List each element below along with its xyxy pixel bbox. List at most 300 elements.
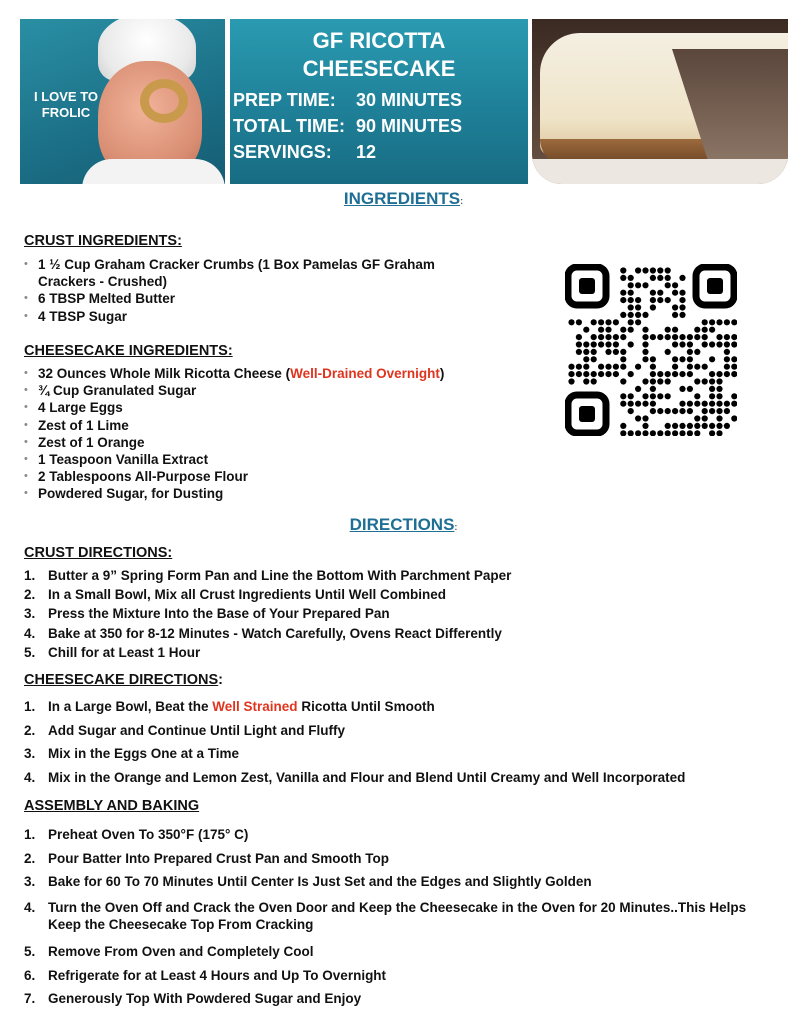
qr-module (672, 423, 678, 429)
qr-module (628, 371, 634, 377)
list-item (24, 873, 784, 899)
qr-module (613, 349, 619, 355)
qr-module (613, 334, 619, 340)
qr-module (694, 378, 700, 384)
qr-module (709, 430, 715, 436)
total-time-row (230, 113, 528, 139)
qr-module (679, 304, 685, 310)
step-number: 1. (24, 568, 36, 583)
qr-module (642, 312, 648, 318)
ricotta-text: 32 Ounces Whole Milk Ricotta Cheese ( (38, 366, 291, 381)
step-number: 4. (24, 769, 36, 785)
qr-module (665, 423, 671, 429)
qr-module (657, 290, 663, 296)
cheesecake-directions-heading (24, 672, 223, 688)
list-item: • 1 Teaspoon Vanilla Extract (24, 451, 544, 468)
qr-module (694, 423, 700, 429)
qr-module (635, 319, 641, 325)
qr-module (583, 349, 589, 355)
qr-module (679, 356, 685, 362)
prep-time-row (230, 87, 528, 113)
qr-module (650, 430, 656, 436)
qr-module (716, 378, 722, 384)
ingredients-heading (0, 189, 807, 209)
qr-module (568, 364, 574, 370)
qr-module (620, 312, 626, 318)
total-time-value: 90 MINUTES (356, 116, 463, 136)
qr-module (716, 408, 722, 414)
qr-module (650, 371, 656, 377)
qr-module (598, 327, 604, 333)
chef-photo (20, 19, 225, 184)
qr-module (724, 341, 730, 347)
qr-module (605, 319, 611, 325)
qr-module (679, 371, 685, 377)
qr-module (709, 401, 715, 407)
qr-module (620, 378, 626, 384)
qr-module (591, 341, 597, 347)
qr-module (628, 408, 634, 414)
prep-time-label: PREP TIME: (233, 90, 336, 110)
step-number: 7. (24, 991, 36, 1006)
step-text: Remove From Oven and Completely Cool (48, 944, 314, 959)
qr-module (665, 349, 671, 355)
qr-module (679, 334, 685, 340)
step-text-part: In a Large Bowl, Beat the (48, 699, 213, 714)
qr-module (576, 349, 582, 355)
qr-module (679, 423, 685, 429)
qr-module (724, 408, 730, 414)
list-item: • 2 Tablespoons All-Purpose Flour (24, 468, 544, 485)
qr-module (672, 364, 678, 370)
servings-label: SERVINGS: (233, 142, 332, 162)
qr-module (628, 304, 634, 310)
qr-module (591, 356, 597, 362)
list-item (24, 990, 784, 1014)
qr-module (642, 401, 648, 407)
list-item (24, 826, 784, 850)
qr-module (628, 275, 634, 281)
qr-module (694, 415, 700, 421)
qr-module (731, 401, 737, 407)
servings-row (230, 139, 528, 165)
qr-module (620, 349, 626, 355)
step-number: 2. (24, 587, 36, 603)
qr-module (687, 349, 693, 355)
qr-module (709, 393, 715, 399)
qr-module (650, 297, 656, 303)
qr-module (702, 423, 708, 429)
qr-module (568, 371, 574, 377)
directions-heading-colon: : (454, 522, 458, 532)
qr-module (694, 334, 700, 340)
qr-module (716, 423, 722, 429)
qr-module (635, 312, 641, 318)
qr-module (568, 319, 574, 325)
qr-module (642, 282, 648, 288)
qr-module (583, 356, 589, 362)
step-text: Press the Mixture Into the Base of Your Prepared Pan (48, 606, 390, 622)
qr-module (605, 327, 611, 333)
qr-module (687, 423, 693, 429)
qr-module (665, 378, 671, 384)
qr-module (650, 364, 656, 370)
qr-module (702, 401, 708, 407)
qr-module (591, 334, 597, 340)
qr-module (620, 393, 626, 399)
qr-module (650, 267, 656, 273)
step-number: 2. (24, 850, 36, 866)
qr-module (605, 341, 611, 347)
qr-module (679, 408, 685, 414)
qr-module (650, 304, 656, 310)
qr-module (642, 415, 648, 421)
qr-module (672, 312, 678, 318)
qr-module (687, 386, 693, 392)
crust-ingredients-heading: CRUST INGREDIENTS: (24, 233, 182, 249)
qr-module (628, 430, 634, 436)
step-number: 6. (24, 967, 36, 983)
step-text: Mix in the Eggs One at a Time (48, 746, 240, 761)
qr-module (613, 341, 619, 347)
qr-module (665, 327, 671, 333)
qr-module (576, 371, 582, 377)
qr-module (709, 327, 715, 333)
qr-module (687, 371, 693, 377)
qr-module (672, 327, 678, 333)
qr-module (598, 371, 604, 377)
qr-module (642, 423, 648, 429)
list-item: • 4 Large Eggs (24, 399, 544, 416)
qr-module (598, 319, 604, 325)
qr-module (665, 334, 671, 340)
list-item (24, 365, 544, 382)
step-text: Preheat Oven To 350°F (175° C) (48, 827, 249, 842)
qr-module (731, 341, 737, 347)
qr-module (591, 371, 597, 377)
qr-module (650, 334, 656, 340)
qr-module (635, 267, 641, 273)
list-item (24, 585, 784, 604)
qr-module (635, 415, 641, 421)
qr-module (665, 297, 671, 303)
qr-module (650, 378, 656, 384)
qr-module (628, 401, 634, 407)
qr-module (709, 386, 715, 392)
qr-module (613, 364, 619, 370)
qr-module (702, 319, 708, 325)
qr-module (576, 341, 582, 347)
qr-module (679, 341, 685, 347)
step-text: In a Small Bowl, Mix all Crust Ingredients Until Well Combined (48, 587, 447, 603)
step-number: 3. (24, 874, 36, 889)
qr-module (620, 334, 626, 340)
qr-module (642, 378, 648, 384)
qr-module (709, 423, 715, 429)
cheesecake-ingredients-list (24, 365, 544, 503)
qr-module (716, 371, 722, 377)
qr-module (672, 282, 678, 288)
assembly-list (24, 826, 784, 1014)
qr-code[interactable] (565, 264, 737, 436)
qr-module (724, 401, 730, 407)
step-number: 5. (24, 644, 36, 660)
qr-module (716, 386, 722, 392)
qr-module (716, 393, 722, 399)
qr-module (672, 334, 678, 340)
servings-value: 12 (356, 142, 377, 162)
list-item (24, 566, 784, 585)
step-text: Refrigerate for at Least 4 Hours and Up To Overnight (48, 967, 387, 983)
crust-directions-heading: CRUST DIRECTIONS: (24, 545, 173, 561)
qr-module (702, 408, 708, 414)
qr-module (687, 364, 693, 370)
qr-module (628, 327, 634, 333)
qr-module (665, 393, 671, 399)
qr-module (687, 401, 693, 407)
qr-module (694, 430, 700, 436)
list-item (24, 643, 784, 662)
qr-module (672, 371, 678, 377)
qr-module (650, 393, 656, 399)
qr-module (628, 393, 634, 399)
qr-module (657, 371, 663, 377)
qr-finder-pattern (568, 267, 606, 305)
qr-module (628, 312, 634, 318)
qr-module (657, 297, 663, 303)
step-number: 3. (24, 746, 36, 761)
qr-module (628, 297, 634, 303)
qr-module (650, 275, 656, 281)
qr-module (702, 327, 708, 333)
qr-module (687, 430, 693, 436)
qr-module (628, 282, 634, 288)
qr-module (687, 408, 693, 414)
qr-module (620, 297, 626, 303)
qr-module (598, 334, 604, 340)
step-text: Pour Batter Into Prepared Crust Pan and Smooth Top (48, 850, 390, 866)
qr-module (583, 364, 589, 370)
ingredients-heading-text: INGREDIENTS (343, 189, 461, 208)
qr-module (694, 401, 700, 407)
qr-module (642, 393, 648, 399)
qr-module (628, 290, 634, 296)
qr-module (709, 341, 715, 347)
directions-heading (0, 515, 807, 535)
qr-module (642, 327, 648, 333)
qr-module (620, 364, 626, 370)
qr-module (657, 430, 663, 436)
list-item (24, 770, 784, 794)
qr-module (709, 371, 715, 377)
qr-module (731, 364, 737, 370)
ingredients-heading-colon: : (460, 196, 464, 206)
qr-module (679, 297, 685, 303)
qr-module (679, 290, 685, 296)
qr-module (635, 304, 641, 310)
slogan-text: I LOVE TO FROLIC (33, 89, 99, 120)
qr-module (687, 341, 693, 347)
qr-module (665, 408, 671, 414)
qr-module (716, 415, 722, 421)
list-item (24, 723, 784, 747)
qr-module (613, 371, 619, 377)
qr-module (709, 356, 715, 362)
qr-module (642, 349, 648, 355)
qr-module (635, 282, 641, 288)
qr-module (657, 275, 663, 281)
qr-module (591, 378, 597, 384)
donut-image (140, 79, 188, 123)
qr-module (724, 349, 730, 355)
qr-module (724, 423, 730, 429)
plate-image (532, 159, 788, 184)
total-time-label: TOTAL TIME: (233, 116, 345, 136)
qr-module (620, 275, 626, 281)
qr-module (672, 290, 678, 296)
qr-module (709, 408, 715, 414)
qr-module (650, 401, 656, 407)
list-item (24, 899, 784, 943)
qr-module (613, 319, 619, 325)
list-item: • 6 TBSP Melted Butter (24, 290, 494, 307)
qr-finder-pattern (696, 267, 734, 305)
step-text: Mix in the Orange and Lemon Zest, Vanilla and Flour and Blend Until Creamy and Well Incorporated (48, 769, 686, 785)
qr-module (650, 290, 656, 296)
qr-module (724, 319, 730, 325)
list-item: • 1 ½ Cup Graham Cracker Crumbs (1 Box Pamelas GF Graham Crackers - Crushed) (24, 256, 494, 290)
qr-module (591, 319, 597, 325)
qr-module (731, 393, 737, 399)
step-number: 4. (24, 900, 36, 915)
qr-finder-pattern (568, 395, 606, 433)
qr-module (724, 334, 730, 340)
qr-module (657, 408, 663, 414)
qr-module (635, 297, 641, 303)
qr-module (716, 334, 722, 340)
step-text: Chill for at Least 1 Hour (48, 644, 201, 660)
list-item (24, 746, 784, 770)
qr-module (576, 319, 582, 325)
qr-module (635, 386, 641, 392)
qr-module (702, 378, 708, 384)
qr-module (620, 290, 626, 296)
step-number: 2. (24, 722, 36, 738)
qr-module (716, 401, 722, 407)
qr-module (731, 319, 737, 325)
list-item (24, 624, 784, 643)
qr-module (628, 341, 634, 347)
qr-module (731, 415, 737, 421)
qr-module (716, 430, 722, 436)
qr-module (605, 349, 611, 355)
qr-module (657, 393, 663, 399)
qr-module (731, 334, 737, 340)
qr-module (620, 423, 626, 429)
qr-module (642, 341, 648, 347)
qr-module (709, 378, 715, 384)
list-item (24, 699, 784, 723)
qr-module (665, 275, 671, 281)
qr-module (724, 356, 730, 362)
step-text: Generously Top With Powdered Sugar and Enjoy (48, 991, 362, 1006)
step-text: Butter a 9” Spring Form Pan and Line the Bottom With Parchment Paper (48, 568, 512, 583)
cheesecake-directions-heading-text: CHEESECAKE DIRECTIONS (24, 672, 219, 688)
list-item: • Zest of 1 Orange (24, 434, 544, 451)
qr-module (583, 378, 589, 384)
qr-module (628, 319, 634, 325)
qr-module (650, 408, 656, 414)
crust-ingredients-list (24, 256, 494, 325)
qr-module (642, 334, 648, 340)
ricotta-highlight: Well-Drained Overnight (290, 366, 440, 381)
qr-module (635, 364, 641, 370)
cheesecake-photo (532, 19, 788, 184)
qr-module (694, 364, 700, 370)
qr-module (716, 341, 722, 347)
qr-module (694, 349, 700, 355)
qr-module (687, 356, 693, 362)
qr-module (702, 341, 708, 347)
list-item (24, 604, 784, 623)
ricotta-close: ) (439, 366, 445, 381)
qr-module (702, 334, 708, 340)
step-number: 4. (24, 625, 36, 641)
qr-module (635, 401, 641, 407)
qr-module (620, 430, 626, 436)
list-item: • 4 TBSP Sugar (24, 308, 494, 325)
qr-module (687, 334, 693, 340)
qr-module (672, 304, 678, 310)
cheesecake-ingredients-heading: CHEESECAKE INGREDIENTS: (24, 343, 233, 359)
qr-module (679, 386, 685, 392)
qr-module (672, 408, 678, 414)
qr-module (657, 267, 663, 273)
title-box (230, 19, 528, 184)
prep-time-value: 30 MINUTES (356, 90, 463, 110)
list-item (24, 850, 784, 874)
qr-module (650, 356, 656, 362)
cheesecake-directions-list (24, 699, 784, 793)
qr-module (635, 430, 641, 436)
recipe-title-line2: CHEESECAKE (302, 56, 456, 81)
qr-module (665, 430, 671, 436)
recipe-title-line1: GF RICOTTA (312, 28, 446, 53)
step-number: 5. (24, 944, 36, 959)
qr-module (665, 371, 671, 377)
qr-module (583, 327, 589, 333)
qr-module (665, 267, 671, 273)
qr-module (620, 327, 626, 333)
well-strained-highlight: Well Strained (212, 699, 298, 714)
qr-module (576, 364, 582, 370)
step-number: 1. (24, 699, 36, 714)
list-item (24, 967, 784, 991)
directions-heading-text: DIRECTIONS (349, 515, 455, 534)
list-item (24, 943, 784, 967)
step-number: 3. (24, 606, 36, 622)
qr-module (620, 401, 626, 407)
qr-module (665, 282, 671, 288)
qr-module (642, 267, 648, 273)
step-text: Turn the Oven Off and Crack the Oven Door and Keep the Cheesecake in the Oven for 20 Minutes..This Helps Keep the Cheesecake Top From Cracking (48, 900, 747, 932)
list-item: • ¾ Cup Granulated Sugar (24, 382, 544, 399)
qr-module (598, 364, 604, 370)
qr-module (679, 275, 685, 281)
chef-shirt-image (82, 159, 225, 184)
qr-module (731, 371, 737, 377)
qr-module (709, 319, 715, 325)
